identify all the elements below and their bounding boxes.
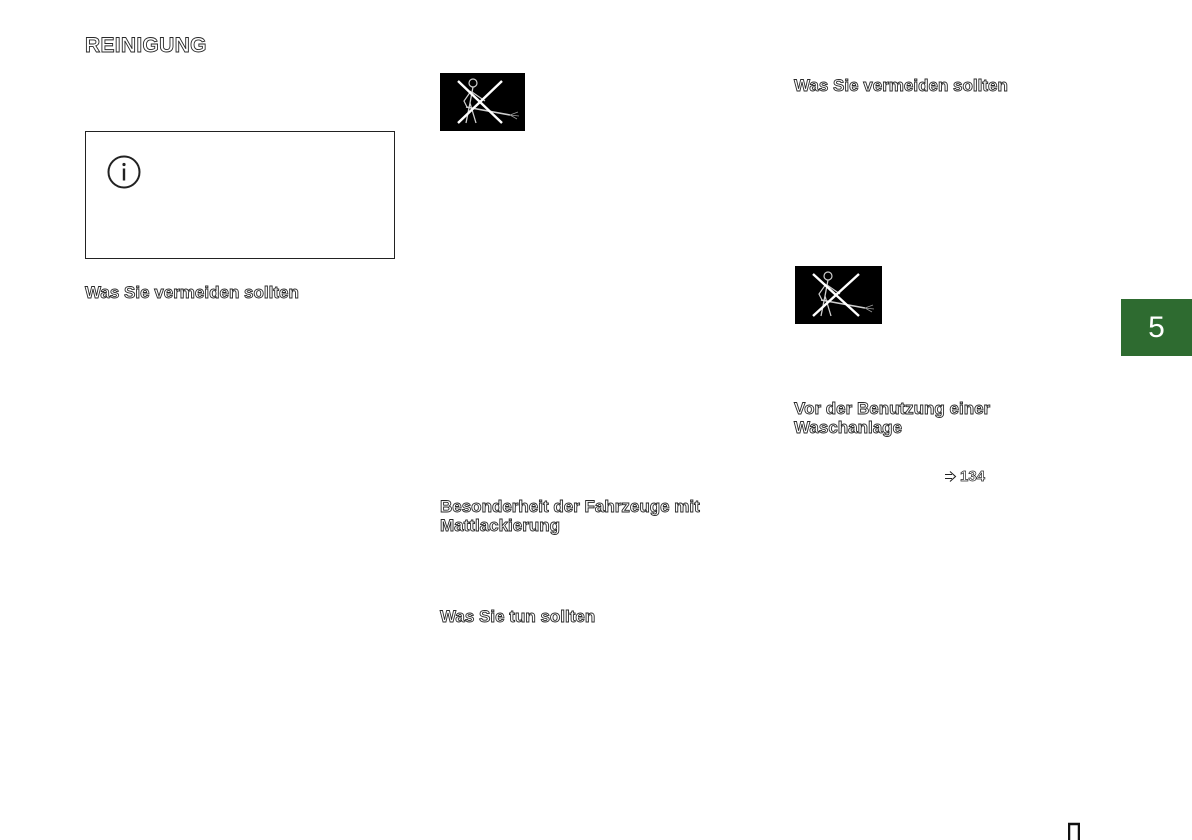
section-heading-avoid-2: Was Sie vermeiden sollten bbox=[794, 76, 1008, 95]
page-corner-mark-icon bbox=[1068, 822, 1080, 840]
section-heading-matt-paint: Besonderheit der Fahrzeuge mit Mattlackierung bbox=[440, 497, 700, 535]
chapter-number: 5 bbox=[1148, 310, 1165, 344]
no-high-pressure-washer-icon bbox=[440, 73, 525, 131]
page-reference-number: 134 bbox=[960, 468, 986, 485]
page-reference[interactable] bbox=[944, 468, 985, 485]
section-heading-do: Was Sie tun sollten bbox=[440, 607, 596, 626]
no-high-pressure-washer-icon-2 bbox=[795, 266, 882, 324]
info-box bbox=[85, 131, 395, 259]
chapter-tab bbox=[1121, 299, 1192, 356]
info-circle-icon bbox=[106, 154, 142, 190]
page-title: REINIGUNG bbox=[85, 34, 207, 57]
section-heading-avoid: Was Sie vermeiden sollten bbox=[85, 283, 299, 302]
section-heading-car-wash: Vor der Benutzung einer Waschanlage bbox=[794, 399, 991, 437]
arrow-right-icon bbox=[944, 470, 957, 483]
